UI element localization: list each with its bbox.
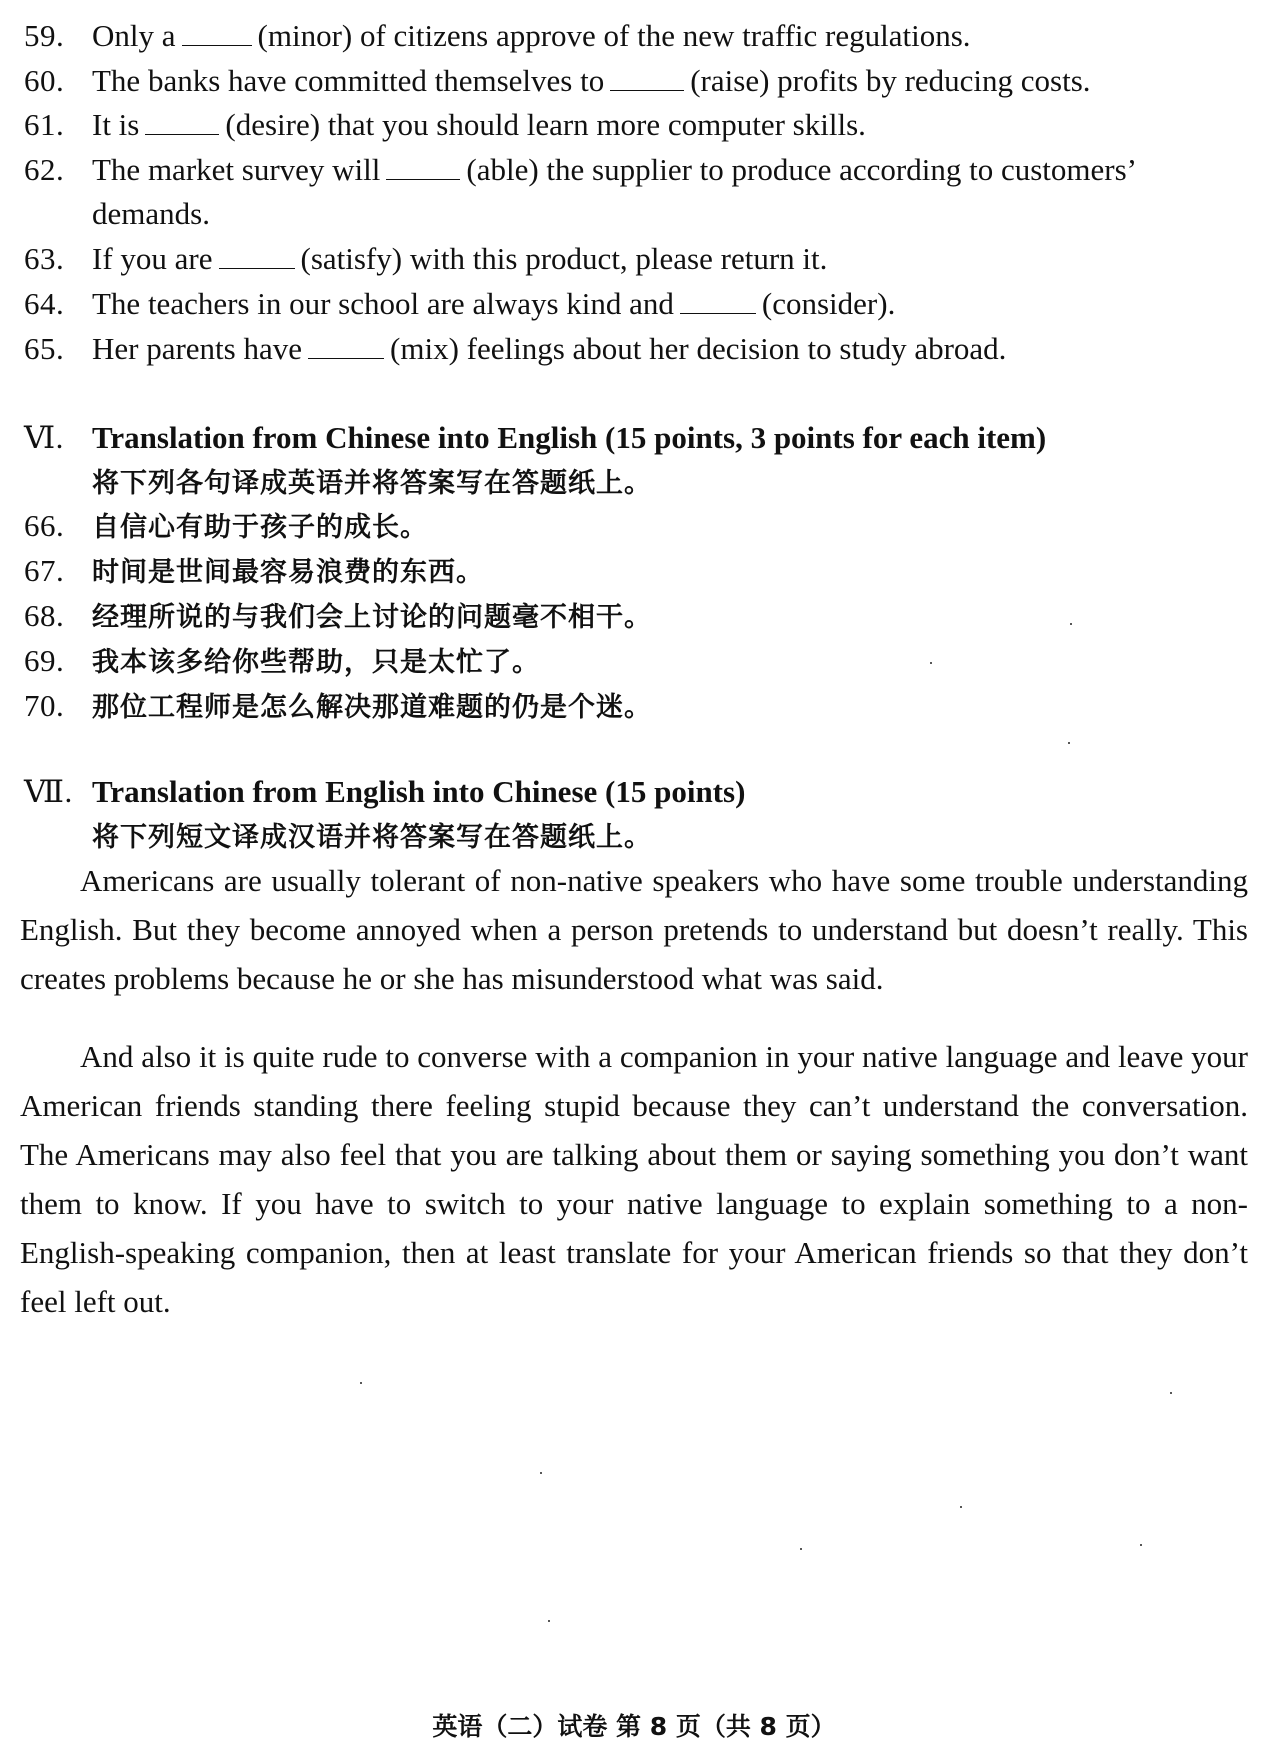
question-text-before: Her parents have bbox=[92, 331, 303, 366]
question-number: 70. bbox=[24, 688, 65, 723]
answer-blank bbox=[182, 19, 252, 46]
scan-speck bbox=[930, 662, 932, 664]
question-continuation: demands. bbox=[92, 196, 210, 231]
question-number: 60. bbox=[24, 63, 65, 98]
scan-speck bbox=[360, 1382, 362, 1384]
question-text: 那位工程师是怎么解决那道难题的仍是个迷。 bbox=[92, 692, 652, 723]
question-text-after: (raise) profits by reducing costs. bbox=[690, 63, 1091, 98]
question-text: 时间是世间最容易浪费的东西。 bbox=[92, 557, 484, 588]
question-text-after: (minor) of citizens approve of the new traffic regulations. bbox=[257, 18, 971, 53]
question-number: 63. bbox=[24, 241, 65, 276]
question-text: 我本该多给你些帮助，只是太忙了。 bbox=[92, 647, 540, 678]
section-instruction: 将下列短文译成汉语并将答案写在答题纸上。 bbox=[92, 822, 652, 853]
scan-speck bbox=[548, 1620, 550, 1622]
question-text-after: (able) the supplier to produce according to customers’ bbox=[466, 152, 1137, 187]
answer-blank bbox=[610, 64, 684, 91]
passage-paragraph-2: And also it is quite rude to converse with a companion in your native language and leave your American friends standing there feeling stupid because they can’t understand the conversation. The Americans may also feel that you are talking about them or saying something you don’t want them to know. If you have to switch to your native language to explain something to a non-English-speaking companion, then at least translate for your American friends so that they don’t feel left out. bbox=[20, 1039, 1248, 1319]
question-number: 64. bbox=[24, 286, 65, 321]
section-title: Translation from English into Chinese (15 points) bbox=[92, 774, 746, 809]
question-number: 68. bbox=[24, 598, 65, 633]
question-number: 65. bbox=[24, 331, 65, 366]
question-text-after: (satisfy) with this product, please return it. bbox=[300, 241, 828, 276]
question-number: 69. bbox=[24, 643, 65, 678]
question-text-before: The teachers in our school are always kind and bbox=[92, 286, 674, 321]
scan-speck bbox=[1170, 1392, 1172, 1394]
question-text-after: (desire) that you should learn more computer skills. bbox=[225, 107, 866, 142]
question-text-before: If you are bbox=[92, 241, 213, 276]
scan-speck bbox=[960, 1506, 962, 1508]
section-numeral: Ⅵ. bbox=[24, 420, 64, 455]
question-number: 62. bbox=[24, 152, 65, 187]
answer-blank bbox=[308, 332, 384, 359]
scan-speck bbox=[540, 1472, 542, 1474]
question-number: 66. bbox=[24, 508, 65, 543]
scan-speck bbox=[1070, 623, 1072, 625]
answer-blank bbox=[680, 287, 756, 314]
scan-speck bbox=[800, 1548, 802, 1550]
question-text-after: (consider). bbox=[761, 286, 896, 321]
question-number: 59. bbox=[24, 18, 65, 53]
question-text: 自信心有助于孩子的成长。 bbox=[92, 512, 428, 543]
question-text-before: Only a bbox=[92, 18, 176, 53]
section-instruction: 将下列各句译成英语并将答案写在答题纸上。 bbox=[92, 468, 652, 499]
question-text-before: The market survey will bbox=[92, 152, 381, 187]
question-number: 61. bbox=[24, 107, 65, 142]
section-title: Translation from Chinese into English (15 points, 3 points for each item) bbox=[92, 420, 1047, 455]
question-text-before: The banks have committed themselves to bbox=[92, 63, 605, 98]
question-number: 67. bbox=[24, 553, 65, 588]
question-text-before: It is bbox=[92, 107, 140, 142]
scan-speck bbox=[1068, 742, 1070, 744]
question-text-after: (mix) feelings about her decision to study abroad. bbox=[390, 331, 1007, 366]
scan-speck bbox=[1140, 1544, 1142, 1546]
section-numeral: Ⅶ. bbox=[24, 774, 73, 809]
passage-paragraph-1: Americans are usually tolerant of non-native speakers who have some trouble understanding English. But they become annoyed when a person pretends to understand but doesn’t really. This creates problems because he or she has misunderstood what was said. bbox=[20, 863, 1248, 996]
page-footer: 英语（二）试卷 第 8 页（共 8 页） bbox=[432, 1712, 836, 1741]
answer-blank bbox=[145, 108, 219, 135]
answer-blank bbox=[219, 242, 295, 269]
answer-blank bbox=[386, 153, 460, 180]
question-text: 经理所说的与我们会上讨论的问题毫不相干。 bbox=[92, 602, 652, 633]
